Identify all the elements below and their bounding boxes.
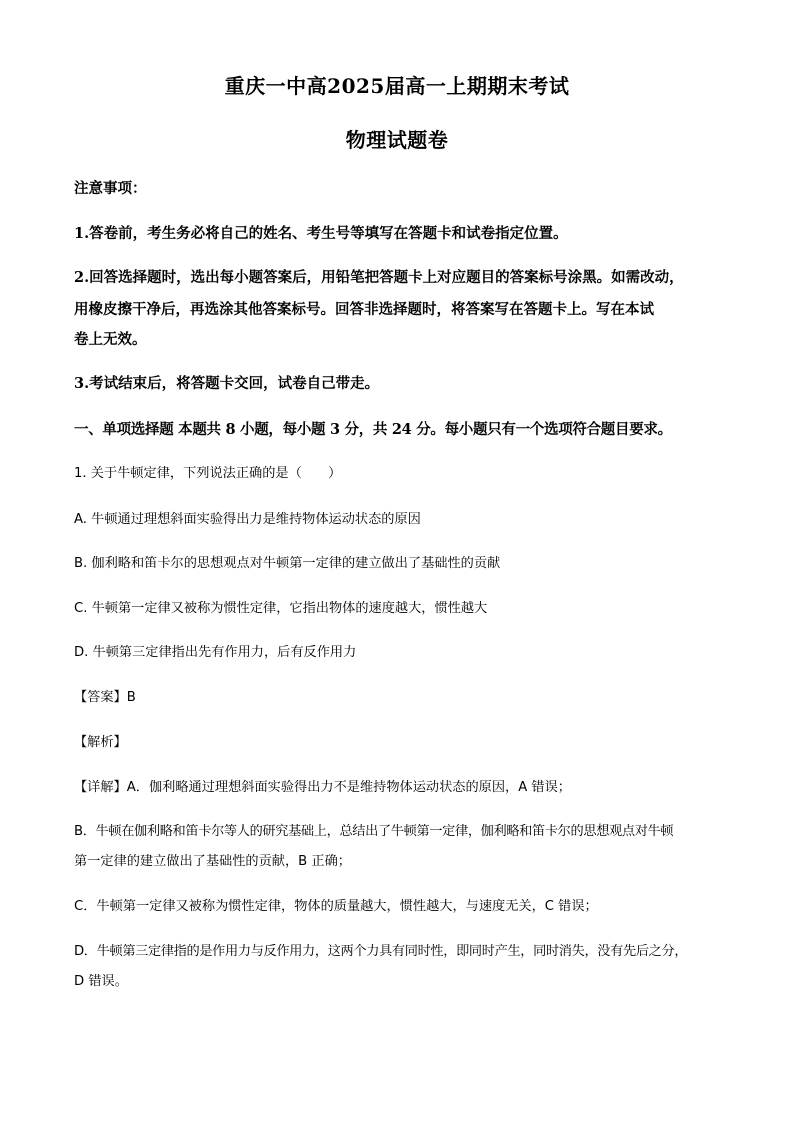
detail-c: C．牛顿第一定律又被称为惯性定律，物体的质量越大，惯性越大，与速度无关，C 错误； bbox=[74, 899, 598, 914]
detail-d-line-2: D 错误。 bbox=[74, 974, 128, 989]
option-d: D. 牛顿第三定律指出先有作用力，后有反作用力 bbox=[74, 645, 357, 660]
option-b: B. 伽利略和笛卡尔的思想观点对牛顿第一定律的建立做出了基础性的贡献 bbox=[74, 556, 501, 571]
notes-item-3: 3.考试结束后，将答题卡交回，试卷自己带走。 bbox=[74, 375, 380, 392]
analysis-tag: 【解析】 bbox=[74, 735, 127, 750]
answer-value: B bbox=[126, 690, 136, 705]
page-title: 重庆一中高2025届高一上期期末考试 bbox=[224, 74, 570, 98]
answer-line bbox=[74, 686, 734, 705]
option-c: C. 牛顿第一定律又被称为惯性定律，它指出物体的速度越大，惯性越大 bbox=[74, 601, 488, 616]
notes-item-1: 1.答卷前，考生务必将自己的姓名、考生号等填写在答题卡和试卷指定位置。 bbox=[74, 225, 568, 242]
section-heading: 一、单项选择题 本题共 8 小题，每小题 3 分，共 24 分。每小题只有一个选项符合题目要求。 bbox=[74, 421, 672, 438]
answer-tag: 【答案】 bbox=[74, 690, 127, 705]
notes-item-2-line-2: 用橡皮擦干净后，再选涂其他答案标号。回答非选择题时，将答案写在答题卡上。写在本试 bbox=[74, 301, 654, 318]
notes-heading: 注意事项： bbox=[74, 180, 147, 197]
detail-d-line-1: D．牛顿第三定律指的是作用力与反作用力，这两个力具有同时性，即同时产生，同时消失，没有先后之分， bbox=[74, 944, 688, 959]
page-subtitle: 物理试题卷 bbox=[345, 128, 449, 152]
question-stem: 1. 关于牛顿定律，下列说法正确的是（ ） bbox=[74, 466, 342, 481]
detail-b-line-1: B．牛顿在伽利略和笛卡尔等人的研究基础上，总结出了牛顿第一定律，伽利略和笛卡尔的思想观点对牛顿 bbox=[74, 824, 674, 839]
notes-item-2-line-1: 2.回答选择题时，选出每小题答案后，用铅笔把答题卡上对应题目的答案标号涂黑。如需改动， bbox=[74, 269, 684, 286]
detail-a: 【详解】A．伽利略通过理想斜面实验得出力不是维持物体运动状态的原因，A 错误； bbox=[74, 780, 571, 795]
detail-b-line-2: 第一定律的建立做出了基础性的贡献，B 正确； bbox=[74, 854, 351, 869]
option-a: A. 牛顿通过理想斜面实验得出力是维持物体运动状态的原因 bbox=[74, 512, 421, 527]
notes-item-2-line-3: 卷上无效。 bbox=[74, 331, 147, 348]
